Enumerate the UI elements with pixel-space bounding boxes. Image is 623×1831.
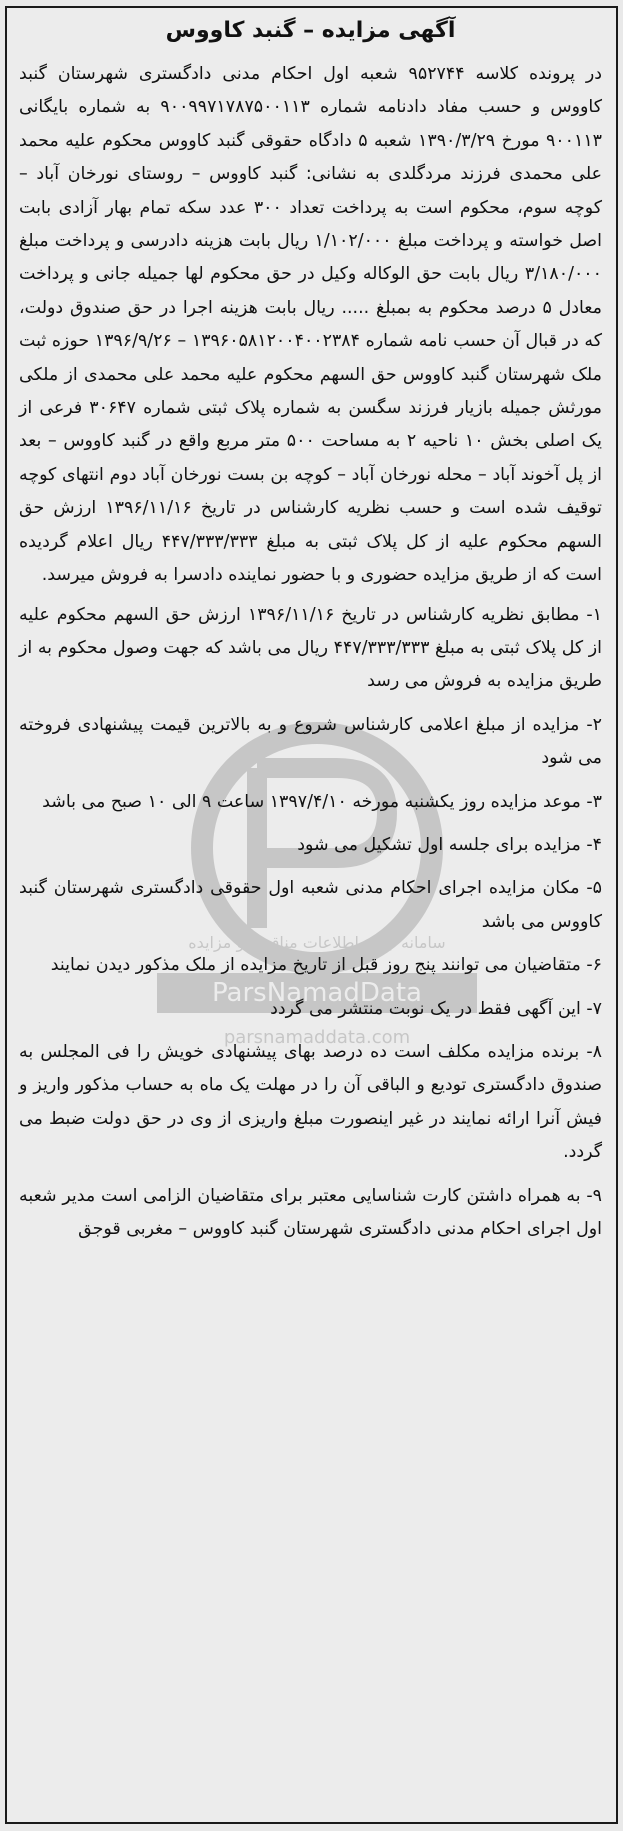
watermark-site: ParsNamadData: [212, 978, 422, 1008]
notice-content: [7, 8, 616, 1246]
notice-item-2: ۲- مزایده از مبلغ اعلامی کارشناس شروع و به بالاترین قیمت پیشنهادی فروخته می شود: [19, 714, 602, 769]
watermark-fa-text: سامانه جامع اطلاعات مناقصه و مزایده: [188, 933, 446, 952]
notice-items: [19, 599, 602, 1247]
notice-item-5: ۵- مکان مزایده اجرای احکام مدنی شعبه اول حقوقی دادگستری شهرستان گنبد کاووس می باشد: [19, 878, 602, 932]
notice-title: آگهی مزایده – گنبد کاووس: [165, 18, 456, 43]
notice-item-1: ۱- مطابق نظریه کارشناس در تاریخ ۱۳۹۶/۱۱/۱۶ ارزش حق السهم محکوم علیه از کل پلاک ثبتی به مبلغ ۴۴۷/۳۳۳/۳۳۳ ریال می باشد که جهت وصول محکوم به از طریق مزایده به فروش می رسد: [19, 604, 602, 692]
notice-frame: [5, 6, 618, 1824]
notice-item-3: ۳- موعد مزایده روز یکشنبه مورخه ۱۳۹۷/۴/۱۰ ساعت ۹ الی ۱۰ صبح می باشد: [42, 791, 602, 812]
notice-body: در پرونده کلاسه ۹۵۲۷۴۴ شعبه اول احکام مدنی دادگستری شهرستان گنبد کاووس و حسب مفاد دادنامه شماره ۹۰۰۹۹۷۱۷۸۷۵۰۰۱۱۳ به شماره بایگانی ۹۰۰۱۱۳ مورخ ۱۳۹۰/۳/۲۹ شعبه ۵ دادگاه حقوقی گنبد کاووس محکوم علیه محمد علی محمدی فرزند مردگلدی به نشانی: گنبد کاووس – روستای نورخان آباد – کوچه سوم، محکوم است به پرداخت تعداد ۳۰۰ عدد سکه تمام بهار آزادی بابت اصل خواسته و پرداخت مبلغ ۱/۱۰۲/۰۰۰ ریال بابت هزینه دادرسی و پرداخت مبلغ ۳/۱۸۰/۰۰۰ ریال بابت حق الوکاله وکیل در حق محکوم لها جمیله جانی و پرداخت معادل ۵ درصد محکوم به بمبلغ ..... ریال بابت هزینه اجرا در حق صندوق دولت، که در قبال آن حسب نامه شماره ۱۳۹۶۰۵۸۱۲۰۰۴۰۰۲۳۸۴ – ۱۳۹۶/۹/۲۶ حوزه ثبت ملک شهرستان گنبد کاووس حق السهم محکوم علیه محمد علی محمدی از ملکی مورثش جمیله بازیار فرزند سگسن به شماره پلاک ثبتی شماره ۳۰۶۴۷ فرعی از یک اصلی بخش ۱۰ ناحیه ۲ به مساحت ۵۰۰ متر مربع واقع در گنبد کاووس – بعد از پل آخوند آباد – محله نورخان آباد – کوچه بن بست نورخان آباد دوم انتهای کوچه توقیف شده است و حسب نظریه کارشناس در تاریخ ۱۳۹۶/۱۱/۱۶ ارزش حق السهم محکوم علیه از کل پلاک ثبتی به مبلغ ۴۴۷/۳۳۳/۳۳۳ ریال اعلام گردیده است که از طریق مزایده حضوری و با حضور نماینده دادسرا به فروش میرسد.: [19, 64, 603, 586]
notice-item-9: ۹- به همراه داشتن کارت شناسایی معتبر برای متقاضیان الزامی است مدیر شعبه اول اجرای احکام مدنی دادگستری شهرستان گنبد کاووس – مغربی قوجق: [19, 1185, 602, 1239]
notice-item-4: ۴- مزایده برای جلسه اول تشکیل می شود: [297, 834, 602, 855]
notice-item-7: ۷- این آگهی فقط در یک نوبت منتشر می گردد: [270, 998, 602, 1019]
watermark-domain: parsnamaddata.com: [223, 1027, 411, 1048]
notice-item-6: ۶- متقاضیان می توانند پنج روز قبل از تاریخ مزایده از ملک مذکور دیدن نمایند: [50, 955, 602, 976]
notice-item-8: ۸- برنده مزایده مکلف است ده درصد بهای پیشنهادی خویش را فی المجلس به صندوق دادگستری تودیع و الباقی آن را در مهلت یک ماه به حساب مذکور واریز و فیش آنرا ارائه نمایند در غیر اینصورت مبلغ واریزی از وی در حق دولت ضبط می گردد.: [19, 1041, 602, 1163]
